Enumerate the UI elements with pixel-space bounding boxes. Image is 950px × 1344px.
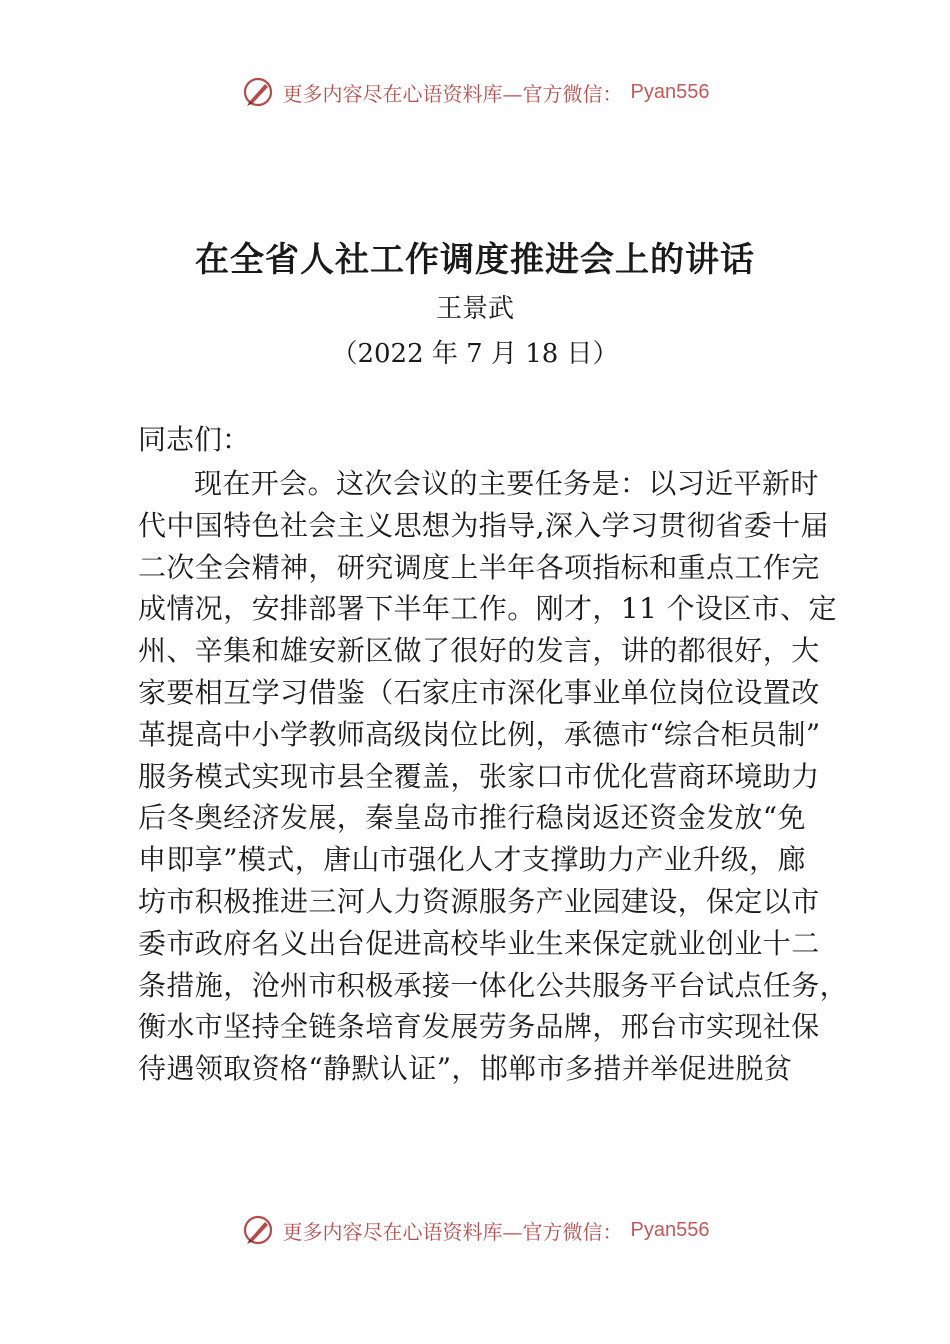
body-line: 坊市积极推进三河人力资源服务产业园建设，保定以市	[138, 884, 820, 918]
body-line: 委市政府名义出台促进高校毕业生来保定就业创业十二	[138, 926, 820, 960]
body-line: 待遇领取资格“静默认证”，邯郸市多措并举促进脱贫	[138, 1052, 793, 1086]
body-line: 家要相互学习借鉴（石家庄市深化事业单位岗位设置改	[138, 675, 820, 709]
body-line: 代中国特色社会主义思想为指导,深入学习贯彻省委十届	[138, 508, 829, 542]
watermark-wechat-id: Pyan556	[630, 80, 710, 103]
pen-logo-icon	[241, 75, 275, 109]
header-watermark	[0, 72, 950, 112]
pen-logo-icon	[241, 1213, 275, 1247]
body-line: 衡水市坚持全链条培育发展劳务品牌，邢台市实现社保	[138, 1010, 820, 1044]
body-line: 服务模式实现市县全覆盖，张家口市优化营商环境助力	[138, 759, 820, 793]
document-author: 王景武	[435, 294, 514, 324]
salutation: 同志们：	[138, 423, 251, 456]
body-line: 二次全会精神，研究调度上半年各项指标和重点工作完	[138, 550, 820, 584]
document-title: 在全省人社工作调度推进会上的讲话	[195, 240, 755, 280]
body-text	[138, 463, 849, 1090]
body-line: 成情况，安排部署下半年工作。刚才，11 个设区市、定	[138, 592, 837, 626]
watermark-wechat-id: Pyan556	[630, 1218, 710, 1241]
body-line: 条措施，沧州市积极承接一体化公共服务平台试点任务，	[138, 968, 849, 1002]
body-line: 现在开会。这次会议的主要任务是：以习近平新时	[194, 467, 819, 500]
watermark-text: 更多内容尽在心语资料库—官方微信：	[282, 81, 623, 106]
watermark-text: 更多内容尽在心语资料库—官方微信：	[282, 1219, 623, 1244]
document-date: （2022 年 7 月 18 日）	[331, 339, 619, 369]
body-line: 革提高中小学教师高级岗位比例，承德市“综合柜员制”	[138, 717, 821, 751]
body-line: 州、辛集和雄安新区做了很好的发言，讲的都很好，大	[138, 634, 820, 668]
body-line: 后冬奥经济发展，秦皇岛市推行稳岗返还资金发放“免	[138, 801, 806, 835]
body-line: 申即享”模式，唐山市强化人才支撑助力产业升级，廊	[138, 843, 806, 877]
footer-watermark	[0, 1210, 950, 1250]
